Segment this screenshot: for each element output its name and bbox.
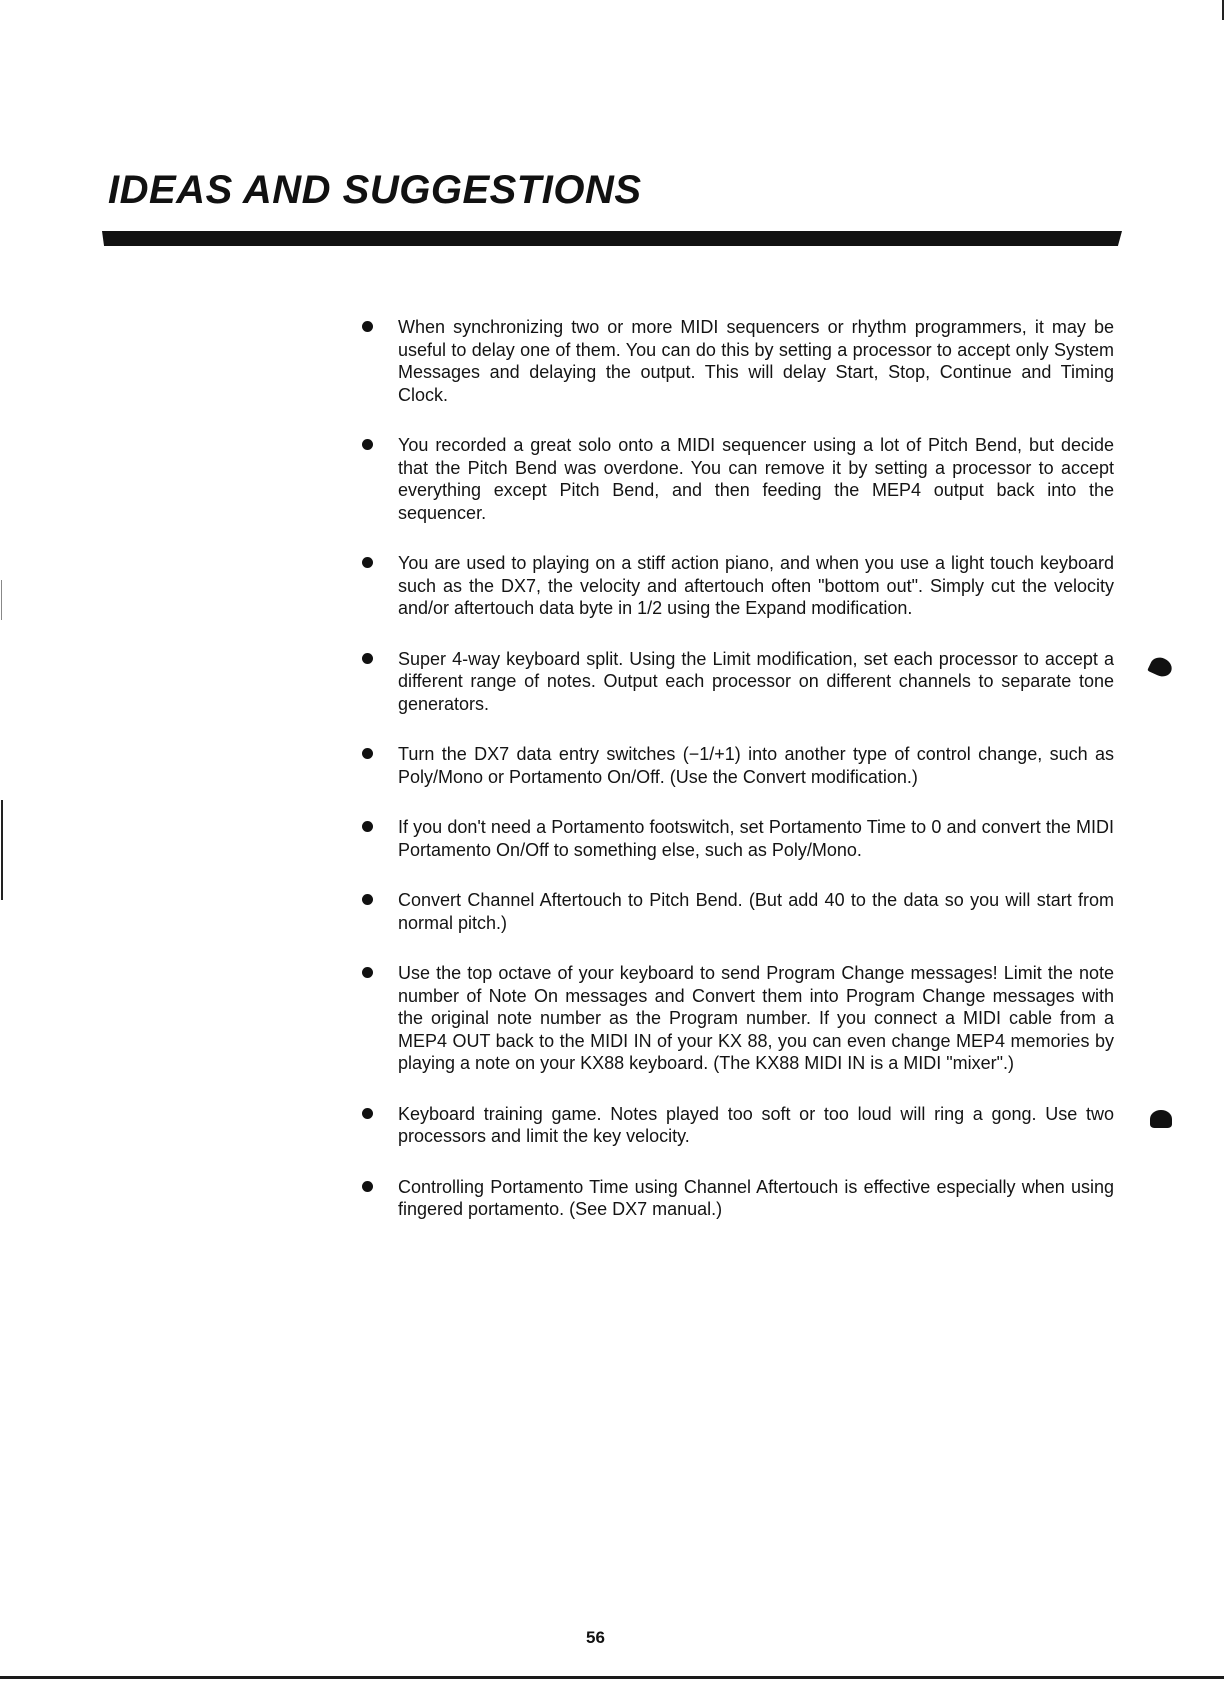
bullet-icon — [362, 439, 373, 450]
bullet-icon — [362, 653, 373, 664]
suggestion-list — [362, 316, 1114, 1249]
bullet-icon — [362, 748, 373, 759]
suggestion-text: You recorded a great solo onto a MIDI sequencer using a lot of Pitch Bend, but decide that the Pitch Bend was overdone. You can remove it by setting a processor to accept everything except Pitch Bend, and then feeding the MEP4 output back into the sequencer. — [398, 435, 1114, 523]
list-item — [362, 1176, 1114, 1221]
margin-tab-icon — [1150, 1110, 1172, 1128]
suggestion-text: Keyboard training game. Notes played too soft or too loud will ring a gong. Use two processors and limit the key velocity. — [398, 1103, 1114, 1146]
list-item — [362, 743, 1114, 788]
list-item — [362, 648, 1114, 716]
bullet-icon — [362, 1181, 373, 1192]
suggestion-text: Turn the DX7 data entry switches (−1/+1) into another type of control change, such as Poly/Mono or Portamento On/Off. (Use the Convert modification.) — [398, 744, 1114, 787]
title-rule — [102, 231, 1122, 246]
list-item — [362, 434, 1114, 524]
bullet-icon — [362, 1108, 373, 1119]
bullet-icon — [362, 557, 373, 568]
binding-mark — [1, 800, 3, 900]
bullet-icon — [362, 894, 373, 905]
list-item — [362, 552, 1114, 620]
page-title: IDEAS AND SUGGESTIONS — [108, 168, 642, 212]
suggestion-text: You are used to playing on a stiff action piano, and when you use a light touch keyboard such as the DX7, the velocity and aftertouch often "bottom out". Simply cut the velocity and/or aftertouch data byte in 1/2 using the Expand modification. — [398, 553, 1114, 618]
suggestion-text: Use the top octave of your keyboard to send Program Change messages! Limit the note number of Note On messages and Convert them into Program Change messages with the original note number as the Program number. If you connect a MIDI cable from a MEP4 OUT back to the MIDI IN of your KX 88, you can even change MEP4 memories by playing a note on your KX88 keyboard. (The KX88 MIDI IN is a MIDI "mixer".) — [398, 963, 1114, 1073]
list-item — [362, 816, 1114, 861]
list-item — [362, 962, 1114, 1075]
bottom-rule — [0, 1676, 1224, 1679]
bullet-icon — [362, 821, 373, 832]
list-item — [362, 316, 1114, 406]
bullet-icon — [362, 321, 373, 332]
binding-mark — [1, 580, 2, 620]
suggestion-text: If you don't need a Portamento footswitch, set Portamento Time to 0 and convert the MIDI Portamento On/Off to something else, such as Poly/Mono. — [398, 817, 1114, 860]
bullet-icon — [362, 967, 373, 978]
list-item — [362, 1103, 1114, 1148]
page-number: 56 — [586, 1628, 605, 1647]
suggestion-text: Super 4-way keyboard split. Using the Limit modification, set each processor to accept a different range of notes. Output each processor on different channels to separate tone generators. — [398, 648, 1114, 714]
suggestion-text: Convert Channel Aftertouch to Pitch Bend. (But add 40 to the data so you will start from normal pitch.) — [398, 890, 1114, 933]
list-item — [362, 889, 1114, 934]
margin-tab-icon — [1147, 654, 1175, 680]
suggestion-text: When synchronizing two or more MIDI sequencers or rhythm programmers, it may be useful to delay one of them. You can do this by setting a processor to accept only System Messages and delaying the output. This will delay Start, Stop, Continue and Timing Clock. — [398, 317, 1114, 405]
suggestion-text: Controlling Portamento Time using Channel Aftertouch is effective especially when using fingered portamento. (See DX7 manual.) — [398, 1176, 1114, 1219]
